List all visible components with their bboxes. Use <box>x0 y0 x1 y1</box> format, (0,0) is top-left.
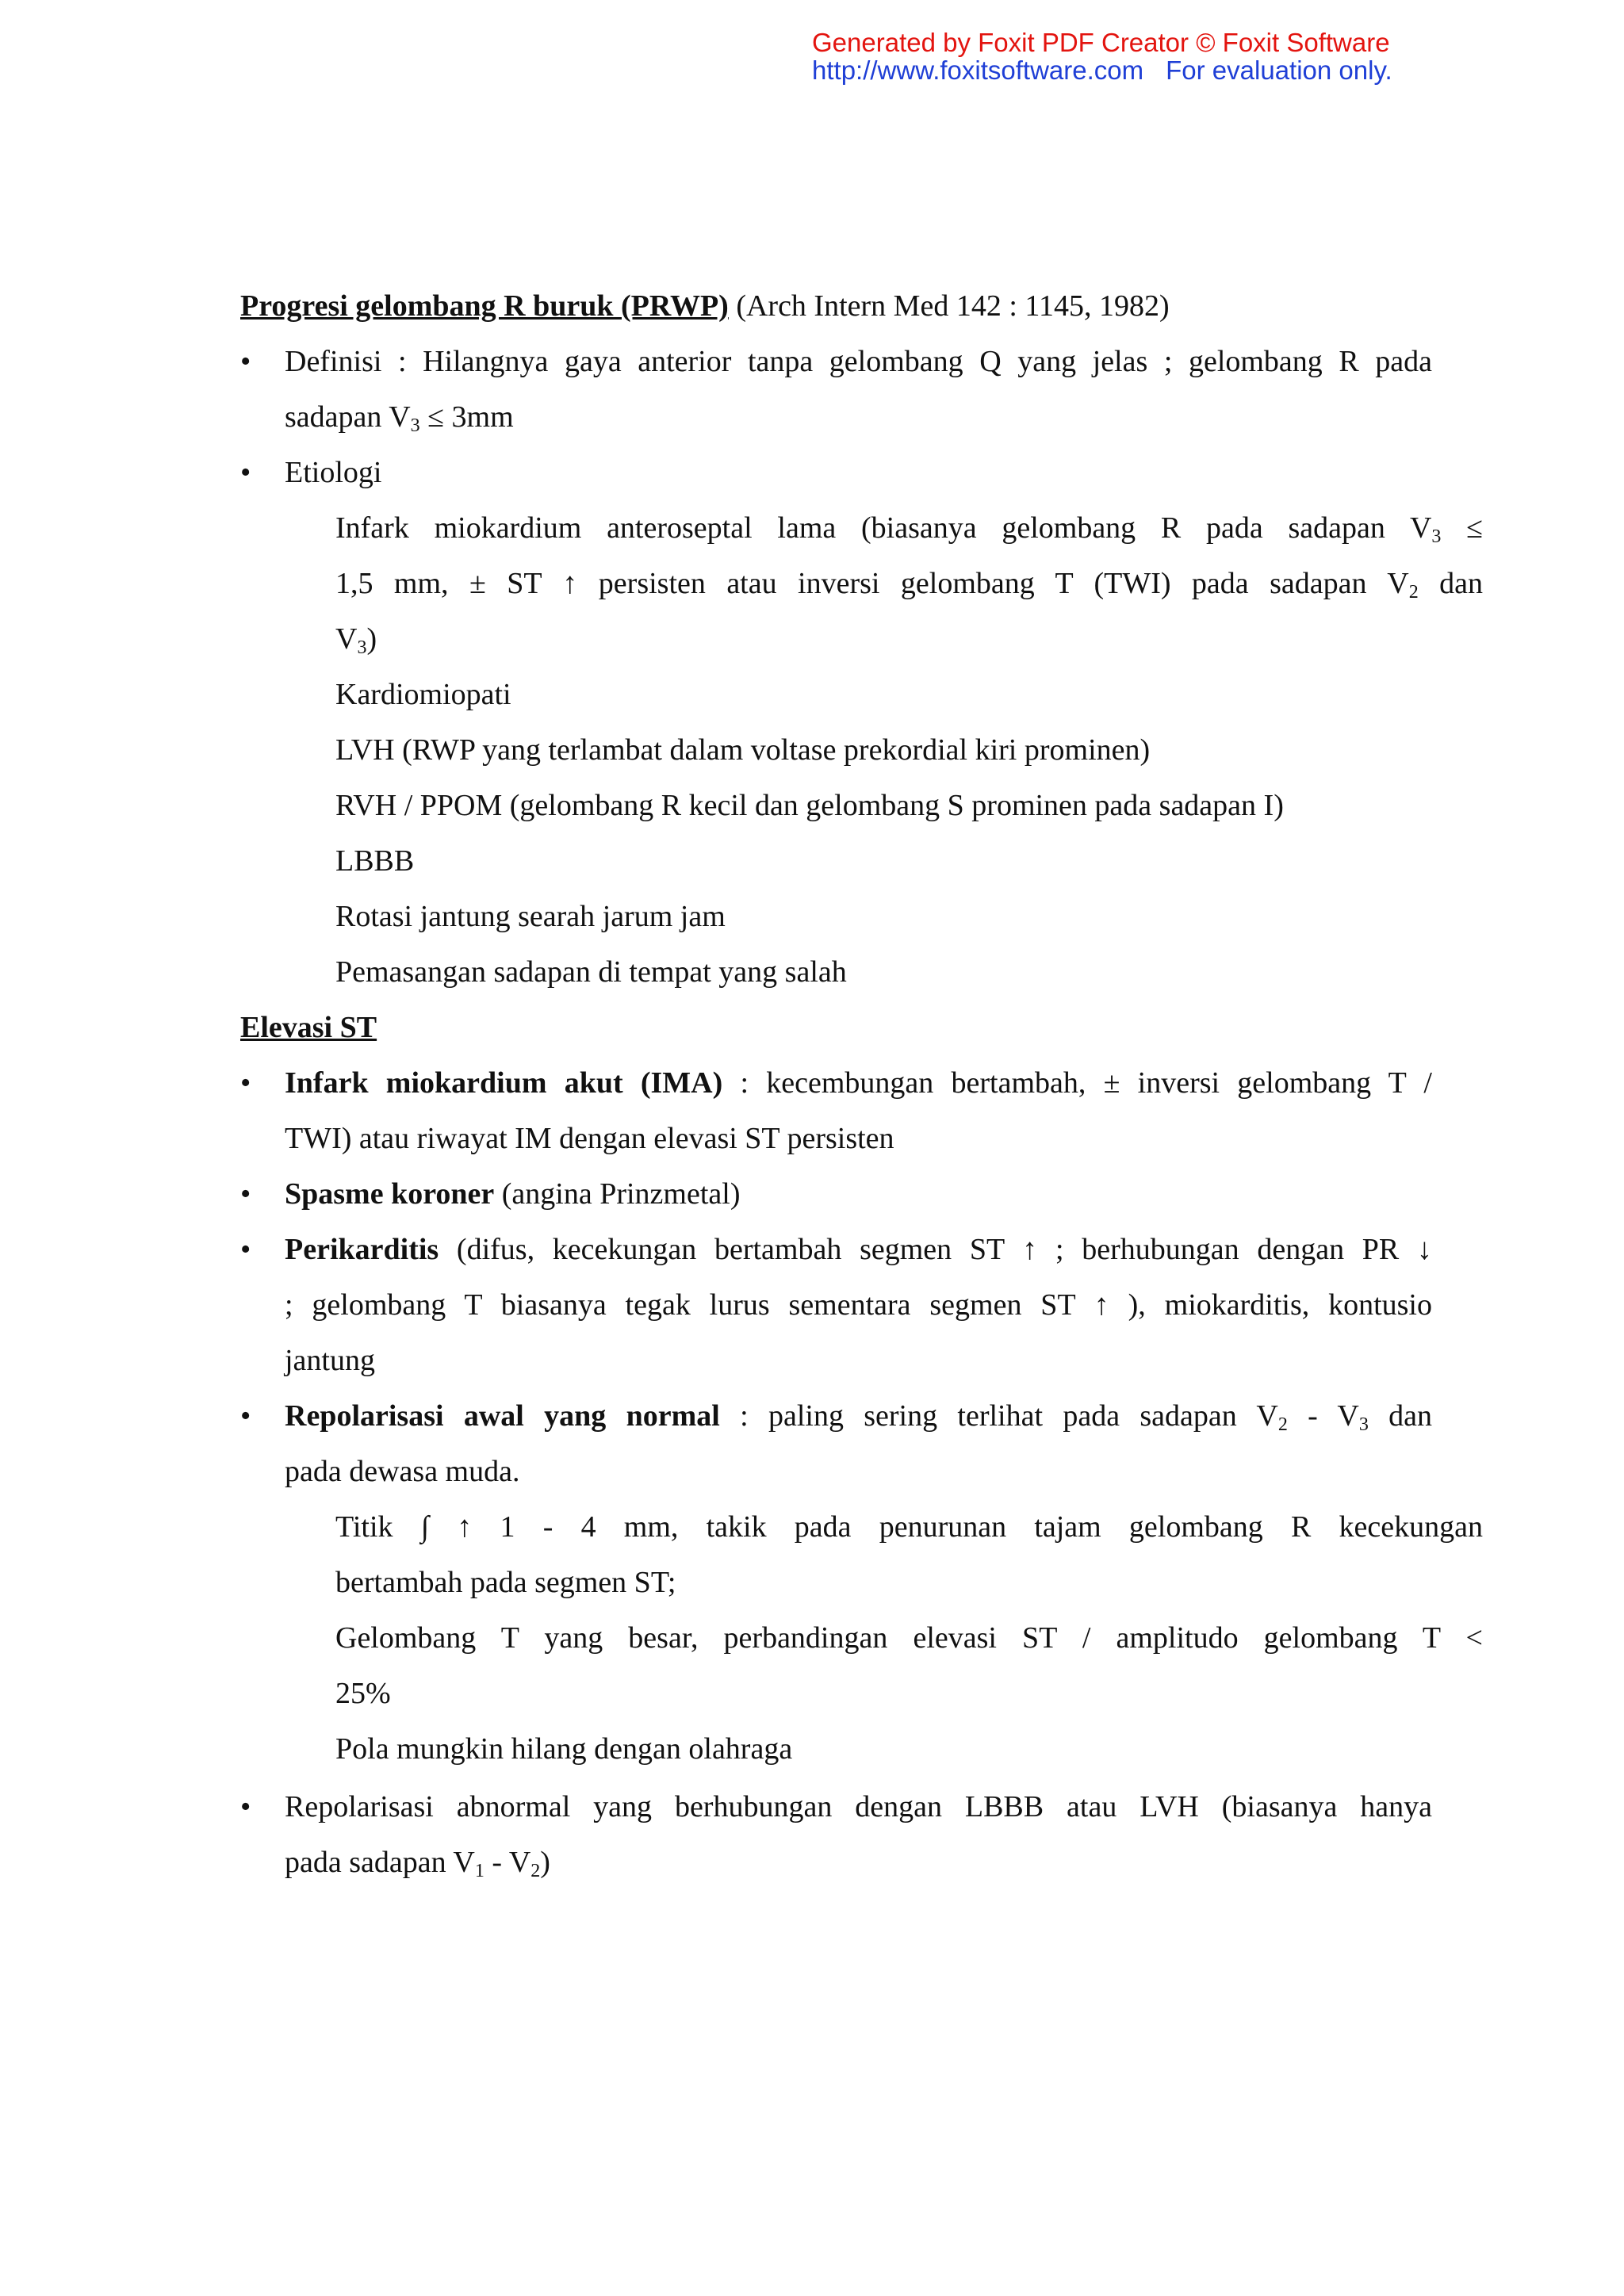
repolarisasi-abnormal-line-1: Repolarisasi abnormal yang berhubungan dengan LBBB atau LVH (biasanya hanya <box>285 1790 1432 1823</box>
ima-line-2: TWI) atau riwayat IM dengan elevasi ST persisten <box>285 1122 894 1155</box>
etiologi-item-2: Kardiomiopati <box>335 678 511 711</box>
spasme-text: (angina Prinzmetal) <box>494 1177 741 1211</box>
repolarisasi-sub-1-line-1: Titik ∫ ↑ 1 - 4 mm, takik pada penurunan tajam gelombang R kecekungan <box>335 1510 1483 1544</box>
prwp-heading: Progresi gelombang R buruk (PRWP) <box>240 289 729 323</box>
repolarisasi-sub-3: Pola mungkin hilang dengan olahraga <box>335 1732 793 1766</box>
perikarditis-term: Perikarditis <box>285 1233 439 1266</box>
st-heading-line <box>240 1010 377 1045</box>
prwp-heading-line <box>240 289 1170 323</box>
perikarditis-line-3: jantung <box>285 1344 375 1377</box>
perikarditis-text: (difus, kecekungan bertambah segmen ST ↑ ; berhubungan dengan PR ↓ <box>439 1233 1432 1266</box>
definisi-text: sadapan V <box>285 400 411 434</box>
repolarisasi-awal-term: Repolarisasi awal yang normal <box>285 1399 720 1433</box>
subscript: 3 <box>1358 1414 1369 1435</box>
repolarisasi-abnormal-text: ) <box>540 1846 550 1879</box>
etiologi-text: 1,5 mm, ± ST ↑ persisten atau inversi gelombang T (TWI) pada sadapan V <box>335 567 1409 600</box>
bullet-definisi: • <box>240 345 251 378</box>
repolarisasi-text: : paling sering terlihat pada sadapan V <box>719 1399 1278 1433</box>
bullet-repolarisasi-abnormal: • <box>240 1790 251 1823</box>
bullet-perikarditis: • <box>240 1233 251 1266</box>
subscript: 2 <box>1277 1414 1288 1435</box>
watermark-line2 <box>812 56 1446 84</box>
subscript: 3 <box>410 415 420 436</box>
watermark-note: For evaluation only. <box>1166 55 1392 85</box>
subscript: 2 <box>530 1861 541 1881</box>
ima-line-1 <box>285 1066 1432 1100</box>
etiologi-item-1-line-1 <box>335 511 1483 545</box>
subscript: 2 <box>1408 582 1419 603</box>
perikarditis-line-2: ; gelombang T biasanya tegak lurus sementara segmen ST ↑ ), miokarditis, kontusio <box>285 1288 1432 1322</box>
bullet-spasme: • <box>240 1177 251 1211</box>
perikarditis-line-1 <box>285 1232 1432 1267</box>
prwp-citation: (Arch Intern Med 142 : 1145, 1982) <box>728 289 1170 323</box>
etiologi-text: ≤ <box>1466 511 1483 545</box>
etiologi-item-5: LBBB <box>335 844 415 878</box>
spasme-term: Spasme koroner <box>285 1177 495 1211</box>
watermark-line1: Generated by Foxit PDF Creator © Foxit Software <box>812 28 1390 57</box>
etiologi-text: dan <box>1439 567 1483 600</box>
repolarisasi-abnormal-text: - V <box>484 1846 531 1879</box>
etiologi-item-4: RVH / PPOM (gelombang R kecil dan gelombang S prominen pada sadapan I) <box>335 789 1284 822</box>
etiologi-item-1-line-3 <box>335 622 1388 656</box>
etiologi-item-1-line-2 <box>335 566 1483 601</box>
repolarisasi-abnormal-line-2 <box>285 1845 1388 1880</box>
foxit-watermark <box>812 29 1446 84</box>
repolarisasi-sub-2-line-1: Gelombang T yang besar, perbandingan elevasi ST / amplitudo gelombang T < <box>335 1621 1483 1655</box>
subscript: 3 <box>1431 526 1442 547</box>
etiologi-item-3: LVH (RWP yang terlambat dalam voltase prekordial kiri prominen) <box>335 733 1151 767</box>
st-heading: Elevasi ST <box>240 1011 377 1044</box>
repolarisasi-sub-2-line-2: 25% <box>335 1677 391 1710</box>
etiologi-text: ) <box>366 622 377 656</box>
subscript: 1 <box>474 1861 485 1881</box>
repolarisasi-awal-line-2: pada dewasa muda. <box>285 1455 520 1488</box>
repolarisasi-awal-line-1 <box>285 1399 1432 1433</box>
subscript: 3 <box>357 637 367 658</box>
bullet-etiologi: • <box>240 456 251 489</box>
definisi-line-1: Definisi : Hilangnya gaya anterior tanpa gelombang Q yang jelas ; gelombang R pada <box>285 345 1432 378</box>
repolarisasi-text: - V <box>1287 1399 1359 1433</box>
etiologi-item-6: Rotasi jantung searah jarum jam <box>335 900 726 933</box>
bullet-repolarisasi-awal: • <box>240 1399 251 1433</box>
repolarisasi-abnormal-text: pada sadapan V <box>285 1846 475 1879</box>
etiologi-label: Etiologi <box>285 456 382 489</box>
etiologi-text: V <box>335 622 358 656</box>
watermark-url[interactable]: http://www.foxitsoftware.com <box>812 55 1144 85</box>
bullet-ima: • <box>240 1066 251 1100</box>
spasme-line <box>285 1177 1388 1211</box>
ima-term: Infark miokardium akut (IMA) <box>285 1066 723 1100</box>
definisi-line-2 <box>285 400 1388 434</box>
etiologi-text: Infark miokardium anteroseptal lama (biasanya gelombang R pada sadapan V <box>335 511 1432 545</box>
ima-text: : kecembungan bertambah, ± inversi gelombang T / <box>722 1066 1432 1100</box>
etiologi-item-7: Pemasangan sadapan di tempat yang salah <box>335 955 847 989</box>
repolarisasi-text: dan <box>1368 1399 1432 1433</box>
repolarisasi-sub-1-line-2: bertambah pada segmen ST; <box>335 1566 676 1599</box>
definisi-text-end: ≤ 3mm <box>427 400 514 434</box>
